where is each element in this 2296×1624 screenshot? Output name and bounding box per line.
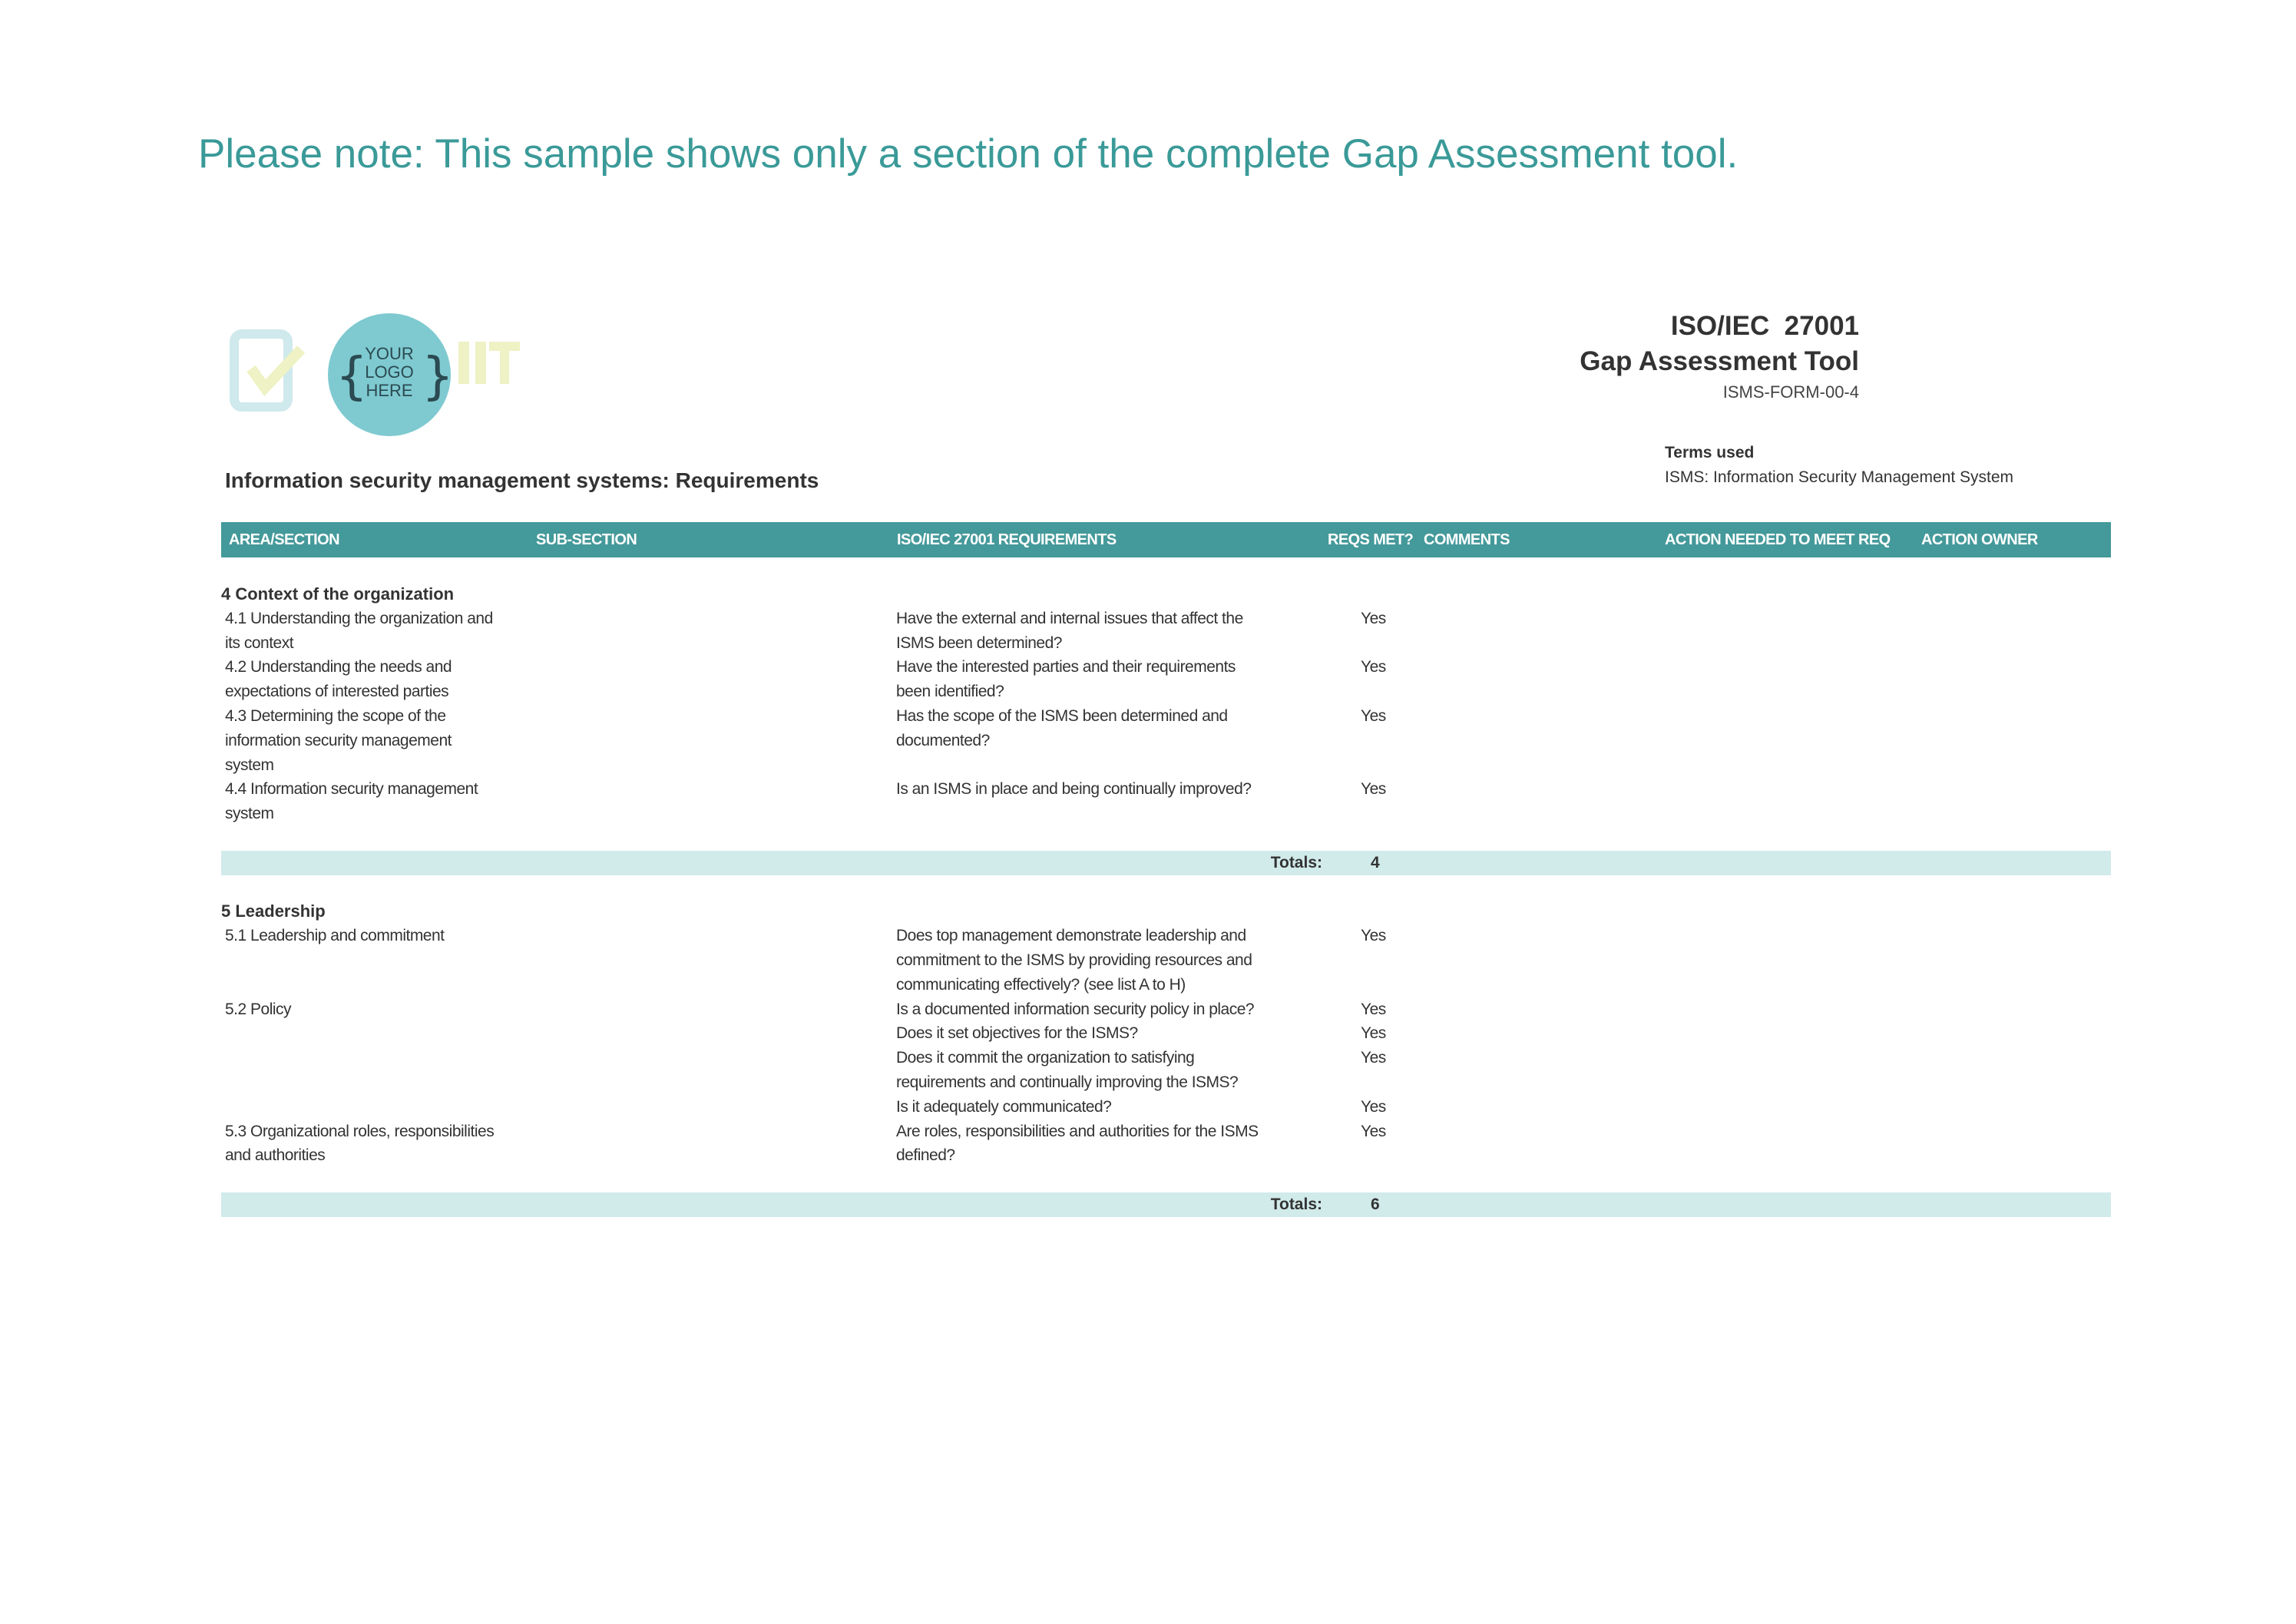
terms-title: Terms used [1665, 444, 1755, 461]
table-row [221, 1120, 2111, 1169]
terms-used [1665, 441, 2013, 490]
totals-label: Totals: [1270, 853, 1322, 872]
reqs-met-cell: Yes [1361, 1000, 1386, 1018]
requirement-cell: ISMS been determined? [896, 633, 1062, 652]
reqs-met-cell: Yes [1361, 609, 1386, 627]
form-id: ISMS-FORM-00-4 [1722, 382, 1859, 402]
sample-note: Please note: This sample shows only a section of the complete Gap Assessment tool. [198, 131, 1739, 177]
requirement-cell: defined? [896, 1146, 955, 1165]
table-row [221, 997, 2111, 1022]
svg-text:LOGO: LOGO [365, 362, 414, 382]
table-row [221, 777, 2111, 826]
requirement-cell: Is a documented information security policy in place? [896, 1000, 1255, 1018]
totals-row [221, 1192, 2111, 1217]
requirement-cell: been identified? [896, 683, 1004, 701]
svg-text:{: { [336, 346, 368, 405]
reqs-met-cell: Yes [1361, 706, 1386, 725]
svg-text:}: } [422, 346, 454, 405]
section-heading: 5 Leadership [221, 901, 326, 921]
area-cell: and authorities [225, 1146, 326, 1165]
table-row [221, 1021, 2111, 1046]
table-body [221, 582, 2111, 1217]
logo-placeholder [228, 307, 535, 442]
col-comments: COMMENTS [1424, 531, 1510, 548]
area-cell: 4.1 Understanding the organization and [225, 609, 493, 627]
requirement-cell: Has the scope of the ISMS been determined and [896, 706, 1228, 725]
table-row [221, 1095, 2111, 1120]
area-cell: 5.3 Organizational roles, responsibilities [225, 1122, 495, 1140]
requirement-cell: requirements and continually improving the ISMS? [896, 1073, 1239, 1091]
col-action-needed: ACTION NEEDED TO MEET REQ [1665, 531, 1891, 548]
reqs-met-cell: Yes [1361, 1024, 1386, 1043]
totals-value: 4 [1371, 853, 1380, 872]
requirement-cell: commitment to the ISMS by providing resources and [896, 951, 1252, 969]
totals-value: 6 [1371, 1195, 1380, 1213]
reqs-met-cell: Yes [1361, 927, 1386, 945]
svg-text:YOUR: YOUR [365, 344, 414, 363]
standard-title: ISO/IEC 27001 [1670, 311, 1859, 341]
requirement-cell: Are roles, responsibilities and authorities for the ISMS [896, 1122, 1259, 1140]
area-cell: 4.2 Understanding the needs and [225, 658, 452, 676]
area-cell: 4.3 Determining the scope of the [225, 706, 446, 725]
page-subtitle: Information security management systems: Requirements [225, 468, 819, 492]
totals-label: Totals: [1270, 1195, 1322, 1213]
col-reqs-met: REQS MET? [1328, 531, 1414, 548]
area-cell: information security management [225, 731, 452, 749]
table-row [221, 704, 2111, 777]
area-cell: 5.1 Leadership and commitment [225, 927, 445, 945]
col-requirements: ISO/IEC 27001 REQUIREMENTS [897, 531, 1117, 548]
requirement-cell: communicating effectively? (see list A to H) [896, 975, 1186, 994]
table-header [221, 522, 2111, 557]
logo-icon [228, 307, 535, 442]
requirement-cell: Have the external and internal issues that affect the [896, 609, 1243, 627]
blank-line [221, 875, 2111, 900]
section-heading: 4 Context of the organization [221, 584, 455, 604]
document-header [1580, 309, 1859, 404]
area-cell: system [225, 805, 274, 823]
area-cell: its context [225, 633, 294, 652]
tool-title: Gap Assessment Tool [1580, 346, 1859, 376]
requirement-cell: Is it adequately communicated? [896, 1097, 1112, 1116]
totals-row [221, 851, 2111, 875]
blank-line [221, 1168, 2111, 1192]
blank-line [221, 826, 2111, 851]
col-action-owner: ACTION OWNER [1921, 531, 2038, 548]
table-row [221, 607, 2111, 656]
requirement-cell: documented? [896, 731, 990, 749]
requirement-cell: Is an ISMS in place and being continually improved? [896, 780, 1252, 799]
area-cell: expectations of interested parties [225, 683, 449, 701]
svg-text:HERE: HERE [366, 381, 413, 400]
requirement-cell: Have the interested parties and their requirements [896, 658, 1236, 676]
area-cell: 4.4 Information security management [225, 780, 478, 799]
area-cell: 5.2 Policy [225, 1000, 292, 1018]
area-cell: system [225, 756, 274, 774]
reqs-met-cell: Yes [1361, 1122, 1386, 1140]
reqs-met-cell: Yes [1361, 780, 1386, 799]
col-subsection: SUB-SECTION [536, 531, 637, 548]
col-area: AREA/SECTION [229, 531, 339, 548]
requirement-cell: Does it commit the organization to satisfying [896, 1049, 1195, 1067]
table-row [221, 924, 2111, 997]
table-row [221, 1046, 2111, 1095]
requirement-cell: Does top management demonstrate leadership and [896, 927, 1246, 945]
reqs-met-cell: Yes [1361, 1049, 1386, 1067]
reqs-met-cell: Yes [1361, 658, 1386, 676]
terms-text: ISMS: Information Security Management System [1665, 468, 2014, 486]
table-row [221, 655, 2111, 704]
requirement-cell: Does it set objectives for the ISMS? [896, 1024, 1138, 1043]
reqs-met-cell: Yes [1361, 1097, 1386, 1116]
